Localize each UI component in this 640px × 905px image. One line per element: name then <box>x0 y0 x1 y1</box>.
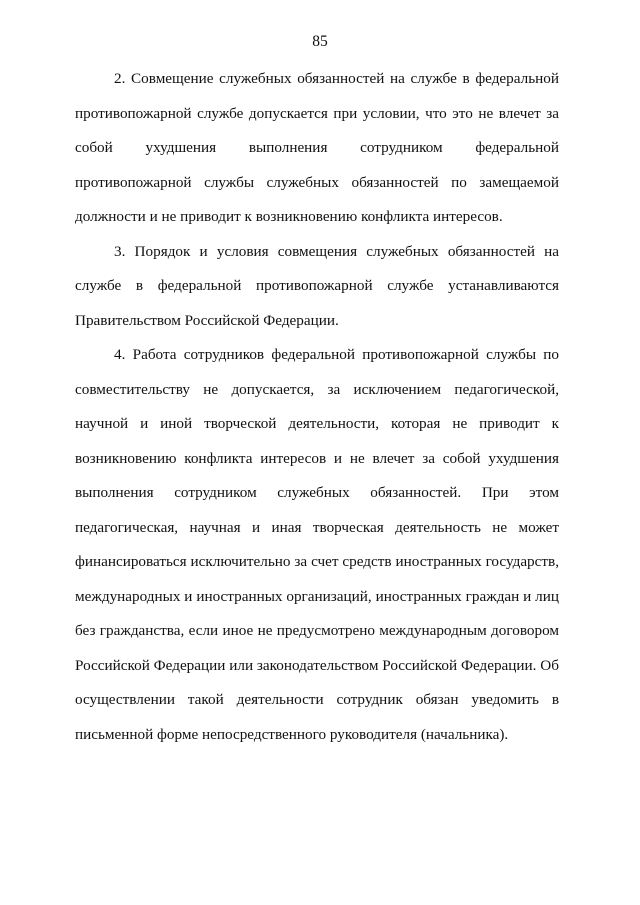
paragraph-4: 4. Работа сотрудников федеральной противопожарной службы по совместительству не допускается, за исключением педагогической, научной и иной творческой деятельности, которая не приводит к возникновению конфликта интересов и не влечет за собой ухудшения выполнения сотрудником служебных обязанностей. При этом педагогическая, научная и иная творческая деятельность не может финансироваться исключительно за счет средств иностранных государств, международных и иностранных организаций, иностранных граждан и лиц без гражданства, если иное не предусмотрено международным договором Российской Федерации или законодательством Российской Федерации. Об осуществлении такой деятельности сотрудник обязан уведомить в письменной форме непосредственного руководителя (начальника). <box>75 346 559 743</box>
document-body <box>75 62 559 752</box>
paragraph-2: 2. Совмещение служебных обязанностей на службе в федеральной противопожарной службе допускается при условии, что это не влечет за собой ухудшения выполнения сотрудником федеральной противопожарной службы служебных обязанностей по замещаемой должности и не приводит к возникновению конфликта интересов. <box>75 70 559 225</box>
page-number: 85 <box>312 33 328 50</box>
paragraph-3: 3. Порядок и условия совмещения служебных обязанностей на службе в федеральной противопожарной службе устанавливаются Правительством Российской Федерации. <box>75 242 559 329</box>
